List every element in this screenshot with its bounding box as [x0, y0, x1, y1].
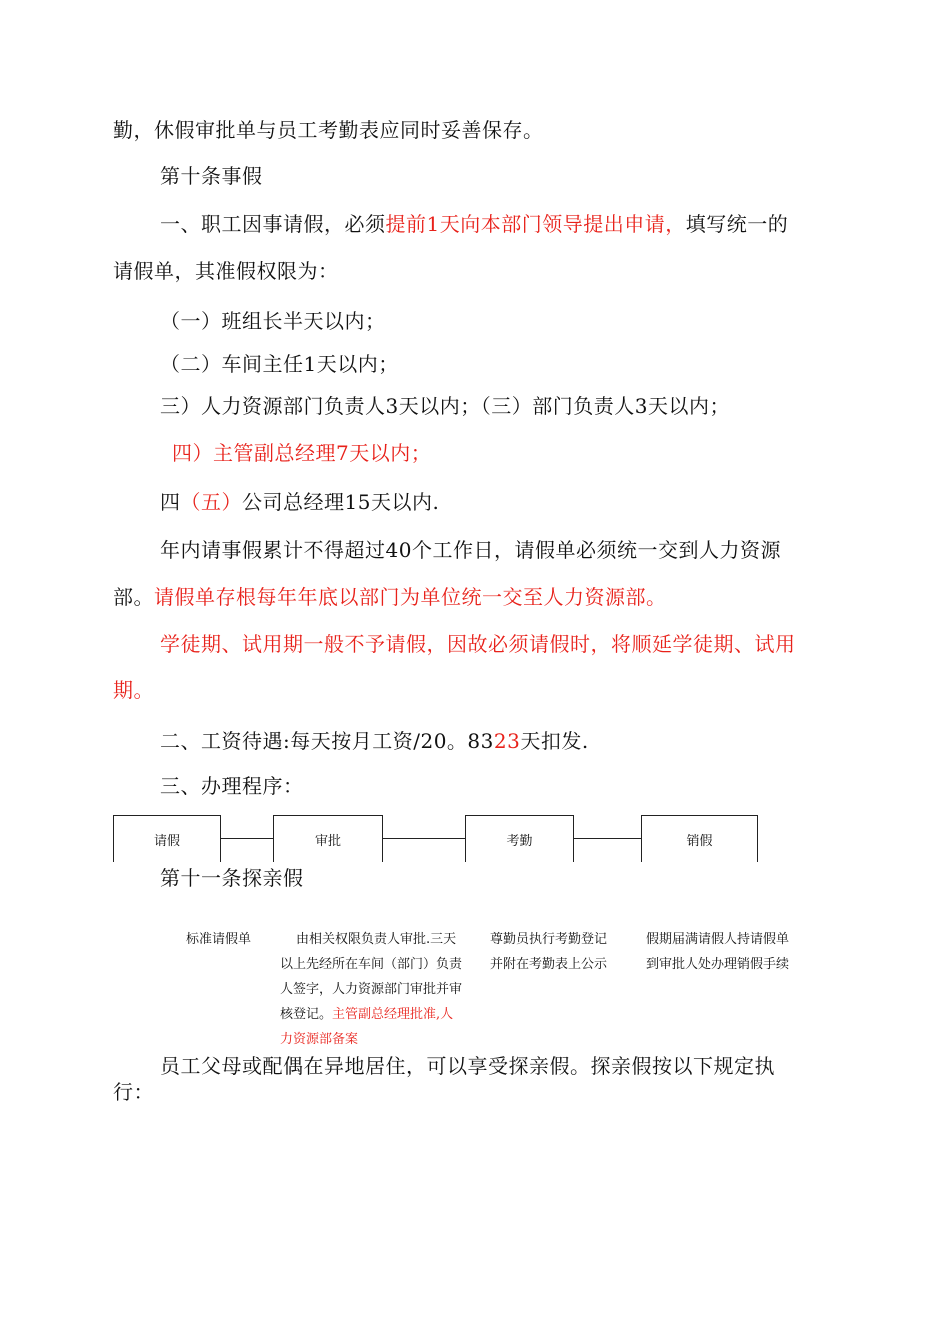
text-span: 四	[160, 490, 181, 514]
list-item: （一）班组长半天以内；	[160, 309, 386, 333]
note-line: 假期届满请假人持请假单	[646, 932, 790, 947]
paragraph-line: 请假单，其准假权限为：	[113, 259, 339, 283]
note-line: 并附在考勤表上公示	[490, 957, 608, 972]
paragraph-line: 年内请事假累计不得超过40个工作日，请假单必须统一交到人力资源	[160, 538, 781, 562]
paragraph-line: 员工父母或配偶在异地居住，可以享受探亲假。探亲假按以下规定执	[160, 1054, 775, 1078]
text-span: 部。	[113, 585, 154, 609]
note-line: 由相关权限负责人审批.三天	[296, 932, 457, 947]
flow-note-leave-cancel	[646, 927, 789, 977]
note-line: 以上先经所在车间（部门）负责	[280, 957, 463, 972]
paragraph-line: 三、办理程序：	[160, 774, 304, 798]
list-item	[160, 488, 439, 516]
paragraph-line	[113, 583, 667, 611]
paragraph-line: 勤，休假审批单与员工考勤表应同时妥善保存。	[113, 118, 544, 142]
flow-connector	[221, 838, 273, 839]
text-span: 二、工资待遇:每天按月工资/20。83	[160, 729, 494, 753]
flow-connector	[574, 838, 641, 839]
note-line	[280, 1002, 480, 1027]
highlight-text: （五）	[180, 490, 242, 514]
highlight-text: 请假单存根每年年底以部门为单位统一交至人力资源部。	[154, 585, 667, 609]
paragraph-line	[160, 727, 589, 755]
flow-connector	[383, 838, 465, 839]
note-line: 到审批人处办理销假手续	[646, 957, 790, 972]
section-heading: 第十一条探亲假	[160, 866, 304, 890]
paragraph-line: 行：	[113, 1080, 154, 1104]
section-heading: 第十条事假	[160, 164, 263, 188]
note-line-highlight: 力资源部备案	[280, 1032, 359, 1047]
highlight-text: 23	[493, 729, 521, 753]
note-line: 尊勤员执行考勤登记	[490, 932, 608, 947]
highlight-text: 主管副总经理批准,人	[332, 1007, 454, 1022]
highlight-text: 提前1天向本部门领导提出申请，	[385, 212, 686, 236]
flow-step-leave-request: 请假	[113, 815, 221, 862]
text-span: 公司总经理15天以内.	[242, 490, 440, 514]
text-span: 核登记。	[280, 1007, 333, 1022]
flow-note-attendance	[490, 927, 607, 977]
list-item-highlight: 四）主管副总经理7天以内；	[172, 441, 432, 465]
paragraph-line-highlight: 学徒期、试用期一般不予请假，因故必须请假时，将顺延学徒期、试用	[160, 632, 796, 656]
flow-step-leave-cancel: 销假	[641, 815, 758, 862]
paragraph-line-highlight: 期。	[113, 678, 154, 702]
text-span: 填写统一的	[685, 212, 789, 236]
text-span: 天扣发.	[520, 729, 589, 753]
note-line: 人签字，人力资源部门审批并审	[280, 982, 463, 997]
flow-note-leave-request: 标准请假单	[186, 932, 252, 947]
flow-step-approval: 审批	[273, 815, 383, 862]
text-span: 一、职工因事请假，必须	[160, 212, 386, 236]
paragraph-line	[160, 210, 788, 238]
flow-note-approval	[280, 927, 480, 1052]
list-item: （二）车间主任1天以内；	[160, 352, 399, 376]
list-item: 三）人力资源部门负责人3天以内；（三）部门负责人3天以内；	[160, 394, 730, 418]
flow-step-attendance: 考勤	[465, 815, 574, 862]
